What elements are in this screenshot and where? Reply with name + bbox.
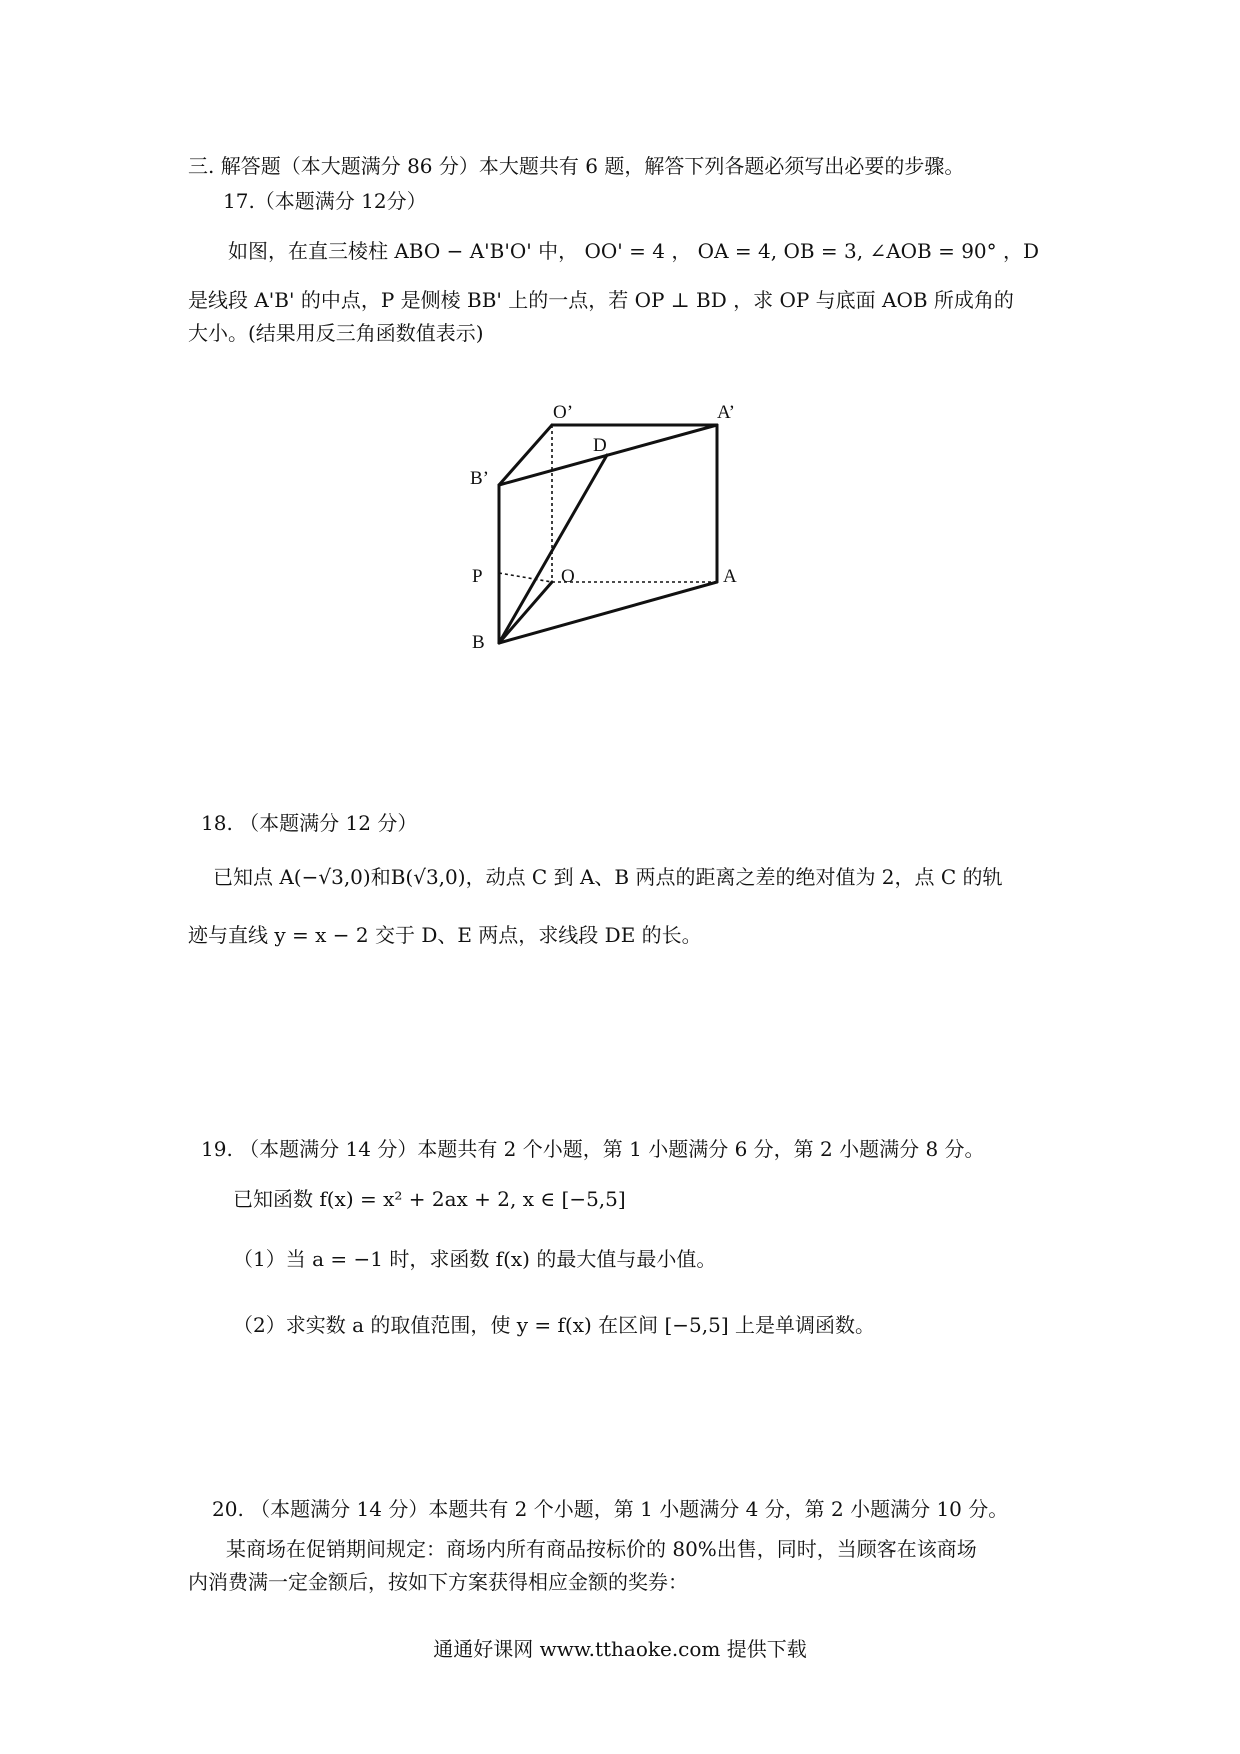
label-A: A <box>723 566 737 587</box>
q17-heading: 17.（本题满分 12分） <box>223 189 427 213</box>
edge-B-O <box>499 582 552 643</box>
label-B-prime: B’ <box>470 468 489 489</box>
edge-P-O-hidden <box>499 573 552 582</box>
label-B: B <box>472 632 485 653</box>
q20-text-line1: 某商场在促销期间规定：商场内所有商品按标价的 80%出售，同时，当顾客在该商场 <box>226 1537 977 1561</box>
edge-Btop-Atop <box>499 425 717 485</box>
q19-part2: （2）求实数 a 的取值范围，使 y = f(x) 在区间 [−5,5] 上是单调函数。 <box>233 1313 876 1337</box>
q18-heading: 18. （本题满分 12 分） <box>201 811 418 835</box>
label-A-prime: A’ <box>717 402 735 423</box>
edge-Btop-Otop <box>499 425 552 485</box>
section-header: 三. 解答题（本大题满分 86 分）本大题共有 6 题，解答下列各题必须写出必要的步骤。 <box>188 154 965 178</box>
q17-text-line2: 是线段 A'B' 的中点，P 是侧棱 BB' 上的一点，若 OP ⊥ BD ，求 OP 与底面 AOB 所成角的 <box>188 288 1014 312</box>
q18-text-line1: 已知点 A(−√3,0)和B(√3,0)，动点 C 到 A、B 两点的距离之差的绝对值为 2，点 C 的轨 <box>213 865 1003 889</box>
q19-function-line: 已知函数 f(x) = x² + 2ax + 2, x ∈ [−5,5] <box>233 1187 626 1211</box>
q19-part1: （1）当 a = −1 时，求函数 f(x) 的最大值与最小值。 <box>233 1247 717 1271</box>
q17-text-line1: 如图，在直三棱柱 ABO − A'B'O' 中， OO' = 4 ， OA = 4, OB = 3, ∠AOB = 90° ，D <box>228 239 1040 263</box>
q17-text-line3: 大小。(结果用反三角函数值表示) <box>188 321 484 345</box>
page-footer: 通通好课网 www.tthaoke.com 提供下载 <box>433 1637 807 1661</box>
q20-text-line2: 内消费满一定金额后，按如下方案获得相应金额的奖券： <box>188 1570 688 1594</box>
q19-heading: 19. （本题满分 14 分）本题共有 2 个小题，第 1 小题满分 6 分，第 2 小题满分 8 分。 <box>201 1137 985 1161</box>
label-O-prime: O’ <box>553 402 574 423</box>
q18-text-line2: 迹与直线 y = x − 2 交于 D、E 两点，求线段 DE 的长。 <box>188 923 702 947</box>
label-D: D <box>593 435 607 456</box>
edge-B-D <box>499 455 607 643</box>
q20-heading: 20. （本题满分 14 分）本题共有 2 个小题，第 1 小题满分 4 分，第 2 小题满分 10 分。 <box>212 1497 1009 1521</box>
label-P: P <box>472 566 483 587</box>
prism-figure <box>0 0 1240 700</box>
label-O: O <box>561 566 575 587</box>
edge-B-A <box>499 582 717 643</box>
